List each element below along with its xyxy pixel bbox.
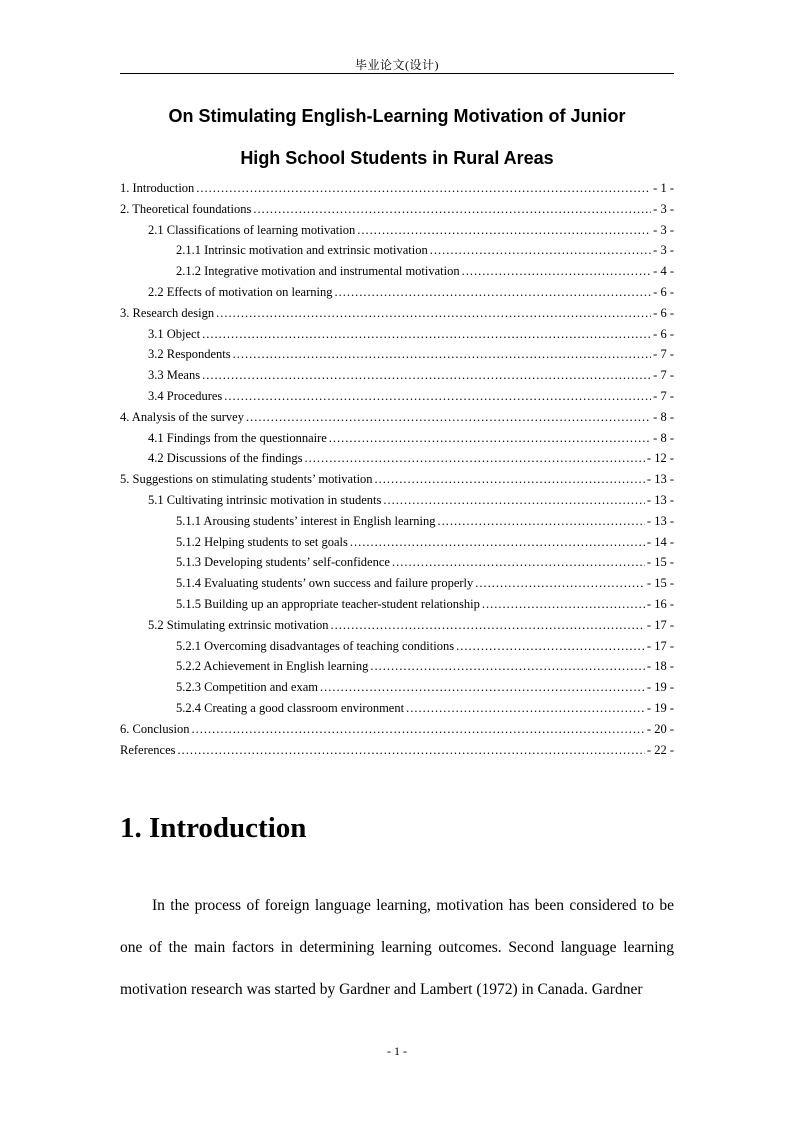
toc-leader-dots xyxy=(392,555,645,570)
toc-entry[interactable] xyxy=(120,597,674,618)
toc-entry[interactable] xyxy=(120,264,674,285)
toc-leader-dots xyxy=(178,743,645,758)
toc-entry[interactable] xyxy=(120,451,674,472)
toc-entry-title: 5.1.4 Evaluating students’ own success and failure properly xyxy=(176,576,474,591)
toc-entry[interactable] xyxy=(120,306,674,327)
toc-entry[interactable] xyxy=(120,701,674,722)
title-line-2: High School Students in Rural Areas xyxy=(240,148,554,168)
table-of-contents xyxy=(120,181,674,763)
toc-entry-page: - 3 - xyxy=(653,243,674,258)
toc-leader-dots xyxy=(320,680,645,695)
toc-leader-dots xyxy=(253,202,651,217)
toc-leader-dots xyxy=(437,514,644,529)
intro-paragraph: In the process of foreign language learning, motivation has been considered to be one of the main factors in determining learning outcomes. Second language learning motivation research was started by Gardner and Lambert (1972) in Canada. Gardner xyxy=(120,897,674,998)
toc-leader-dots xyxy=(202,368,651,383)
header-rule xyxy=(120,73,674,74)
toc-leader-dots xyxy=(475,576,645,591)
toc-entry-title: 3. Research design xyxy=(120,305,215,320)
toc-entry-title: 3.1 Object xyxy=(148,326,201,341)
running-header: 毕业论文(设计) xyxy=(355,58,439,72)
toc-entry-title: 2.1 Classifications of learning motivation xyxy=(148,222,356,237)
toc-entry-title: 3.4 Procedures xyxy=(148,388,223,403)
toc-leader-dots xyxy=(334,285,651,300)
page-number: - 1 - xyxy=(387,1044,407,1058)
toc-entry-title: 1. Introduction xyxy=(120,181,195,195)
toc-entry-page: - 19 - xyxy=(646,680,674,695)
toc-entry[interactable] xyxy=(120,327,674,348)
toc-entry-title: 5.2.4 Creating a good classroom environment xyxy=(176,700,405,715)
toc-leader-dots xyxy=(202,327,651,342)
toc-entry-page: - 7 - xyxy=(653,388,674,403)
toc-entry-page: - 13 - xyxy=(646,513,674,528)
toc-entry[interactable] xyxy=(120,743,674,764)
toc-entry[interactable] xyxy=(120,493,674,514)
toc-leader-dots xyxy=(462,264,652,279)
toc-leader-dots xyxy=(246,410,651,425)
toc-leader-dots xyxy=(329,431,651,446)
toc-leader-dots xyxy=(191,722,644,737)
toc-leader-dots xyxy=(350,535,645,550)
toc-entry-page: - 18 - xyxy=(646,659,674,674)
toc-leader-dots xyxy=(233,347,652,362)
toc-entry[interactable] xyxy=(120,181,674,202)
toc-entry-title: 5.2.1 Overcoming disadvantages of teaching conditions xyxy=(176,638,455,653)
toc-leader-dots xyxy=(375,472,645,487)
toc-entry[interactable] xyxy=(120,535,674,556)
toc-entry-page: - 13 - xyxy=(646,472,674,487)
toc-entry-title: 5.1.5 Building up an appropriate teacher-student relationship xyxy=(176,596,480,611)
toc-entry-title: 5. Suggestions on stimulating students’ motivation xyxy=(120,472,373,487)
toc-leader-dots xyxy=(430,243,651,258)
toc-entry[interactable] xyxy=(120,680,674,701)
toc-entry[interactable] xyxy=(120,347,674,368)
toc-entry[interactable] xyxy=(120,431,674,452)
toc-entry[interactable] xyxy=(120,389,674,410)
toc-entry-page: - 13 - xyxy=(646,492,674,507)
title-line-1: On Stimulating English-Learning Motivation of Junior xyxy=(168,106,626,126)
toc-entry-title: 2.1.1 Intrinsic motivation and extrinsic motivation xyxy=(176,243,428,258)
toc-entry-title: 5.1.1 Arousing students’ interest in English learning xyxy=(176,513,436,528)
toc-entry-title: 3.2 Respondents xyxy=(148,347,231,362)
toc-entry-page: - 12 - xyxy=(646,451,674,466)
toc-entry[interactable] xyxy=(120,223,674,244)
toc-leader-dots xyxy=(216,306,651,321)
toc-entry[interactable] xyxy=(120,514,674,535)
toc-entry-title: 3.3 Means xyxy=(148,368,201,383)
toc-entry[interactable] xyxy=(120,410,674,431)
toc-leader-dots xyxy=(370,659,645,674)
toc-entry-title: 5.1.2 Helping students to set goals xyxy=(176,534,348,549)
toc-leader-dots xyxy=(406,701,645,716)
toc-entry-page: - 17 - xyxy=(646,617,674,632)
toc-entry-page: - 14 - xyxy=(646,534,674,549)
toc-entry-title: 2.1.2 Integrative motivation and instrumental motivation xyxy=(176,264,460,279)
toc-entry[interactable] xyxy=(120,576,674,597)
toc-entry-title: 5.1.3 Developing students’ self-confidence xyxy=(176,555,390,570)
toc-entry-page: - 1 - xyxy=(653,181,674,195)
toc-entry-page: - 4 - xyxy=(653,264,674,279)
toc-leader-dots xyxy=(357,223,651,238)
toc-leader-dots xyxy=(196,181,651,196)
toc-leader-dots xyxy=(383,493,645,508)
toc-leader-dots xyxy=(331,618,645,633)
toc-entry-page: - 6 - xyxy=(653,326,674,341)
toc-entry-page: - 8 - xyxy=(653,409,674,424)
toc-entry-page: - 8 - xyxy=(653,430,674,445)
toc-entry-page: - 19 - xyxy=(646,700,674,715)
toc-entry-page: - 7 - xyxy=(653,368,674,383)
toc-entry[interactable] xyxy=(120,659,674,680)
toc-entry[interactable] xyxy=(120,472,674,493)
toc-leader-dots xyxy=(482,597,645,612)
toc-entry-page: - 17 - xyxy=(646,638,674,653)
toc-entry-page: - 15 - xyxy=(646,576,674,591)
toc-entry-page: - 6 - xyxy=(653,305,674,320)
toc-entry-page: - 6 - xyxy=(653,284,674,299)
toc-entry-title: 6. Conclusion xyxy=(120,721,190,736)
toc-entry[interactable] xyxy=(120,202,674,223)
toc-entry-title: 4.2 Discussions of the findings xyxy=(148,451,303,466)
toc-entry-title: 4. Analysis of the survey xyxy=(120,409,244,424)
toc-entry-title: 2. Theoretical foundations xyxy=(120,201,252,216)
toc-entry-page: - 3 - xyxy=(653,222,674,237)
toc-entry[interactable] xyxy=(120,722,674,743)
toc-entry[interactable] xyxy=(120,368,674,389)
toc-entry-page: - 3 - xyxy=(653,201,674,216)
toc-entry-page: - 7 - xyxy=(653,347,674,362)
toc-entry-page: - 22 - xyxy=(646,742,674,757)
toc-entry-title: 5.2.2 Achievement in English learning xyxy=(176,659,369,674)
toc-entry[interactable] xyxy=(120,285,674,306)
toc-leader-dots xyxy=(224,389,651,404)
toc-entry-page: - 16 - xyxy=(646,596,674,611)
toc-entry-title: 5.1 Cultivating intrinsic motivation in students xyxy=(148,492,382,507)
toc-entry-title: 5.2.3 Competition and exam xyxy=(176,680,318,695)
toc-entry[interactable] xyxy=(120,618,674,639)
toc-entry-page: - 20 - xyxy=(646,721,674,736)
toc-entry[interactable] xyxy=(120,243,674,264)
toc-entry-title: References xyxy=(120,742,176,757)
toc-entry[interactable] xyxy=(120,639,674,660)
toc-leader-dots xyxy=(456,639,645,654)
toc-entry-title: 2.2 Effects of motivation on learning xyxy=(148,284,333,299)
toc-entry[interactable] xyxy=(120,555,674,576)
toc-entry-page: - 15 - xyxy=(646,555,674,570)
toc-entry-title: 5.2 Stimulating extrinsic motivation xyxy=(148,617,329,632)
toc-leader-dots xyxy=(305,451,645,466)
chapter-heading: 1. Introduction xyxy=(120,812,307,844)
toc-entry-title: 4.1 Findings from the questionnaire xyxy=(148,430,327,445)
